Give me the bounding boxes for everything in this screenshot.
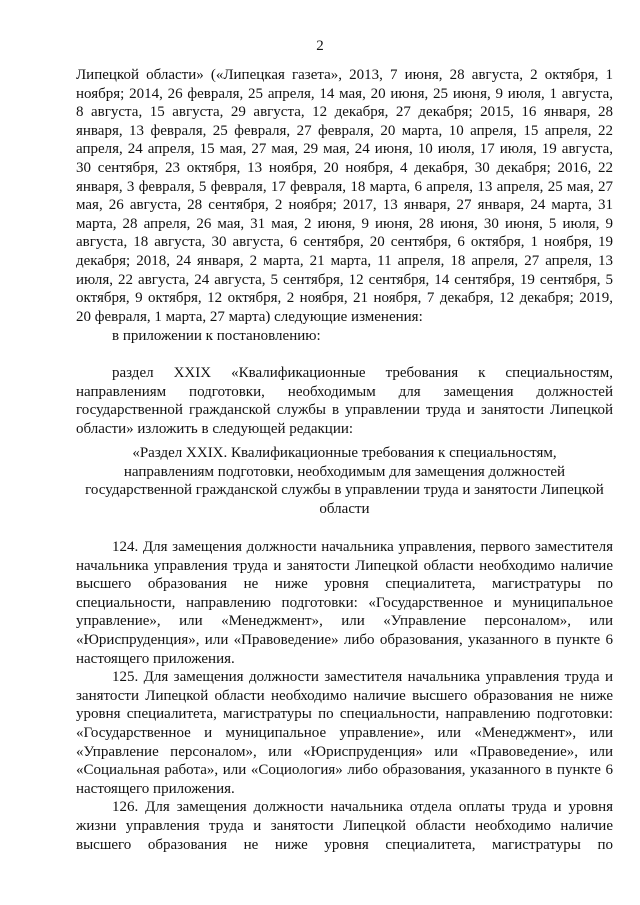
intro-line: 30 сентября, 23 октября, 13 ноября, 20 ноября, 4 декабря, 30 декабря; 2016, 22 <box>76 159 613 176</box>
appendix-line: в приложении к постановлению: <box>112 328 321 344</box>
item-line: «Социальная работа», или «Социология» либо образования, указанного в пункте 6 <box>76 762 613 779</box>
appendix-paragraph <box>76 327 613 346</box>
intro-line: декабря; 2018, 24 января, 2 марта, 21 марта, 11 апреля, 18 апреля, 27 апреля, 13 <box>76 252 613 269</box>
item-126 <box>76 798 613 854</box>
heading-line: «Раздел XXIX. Квалификационные требования к специальностям, <box>132 445 557 461</box>
item-line: настоящего приложения. <box>76 780 235 797</box>
intro-line: 20 февраля, 1 марта, 27 марта) следующие изменения: <box>76 308 423 325</box>
item-line: управление», или «Менеджмент», или «Управление персоналом», или <box>76 613 613 630</box>
intro-line: августа, 18 августа, 30 августа, 6 сентября, 20 сентября, 6 октября, 1 ноября, 19 <box>76 234 613 251</box>
item-line: начальника управления труда и занятости Липецкой области необходимо наличие <box>76 557 613 574</box>
intro-line: марта, 28 апреля, 26 мая, 31 мая, 2 июня, 9 июня, 28 июня, 30 июня, 5 июля, 9 <box>76 215 613 232</box>
intro-line: января, 3 февраля, 5 февраля, 17 февраля, 18 марта, 6 апреля, 13 апреля, 25 мая, 27 <box>76 178 613 195</box>
item-line: уровня специалитета, магистратуры по специальности, направлению подготовки: <box>76 706 613 723</box>
section-line: государственной гражданской службы в управлении труда и занятости Липецкой <box>76 402 613 419</box>
item-line: жизни управления труда и занятости Липецкой области необходимо наличие <box>76 817 613 834</box>
item-line: высшего образования не ниже уровня специалитета, магистратуры по <box>76 836 613 853</box>
item-line: настоящего приложения. <box>76 650 235 667</box>
item-line: занятости Липецкой области необходимо наличие высшего образования не ниже <box>76 687 613 704</box>
heading-line: области <box>319 500 370 517</box>
intro-line: мая, 26 августа, 28 сентября, 2 ноября; 2017, 13 января, 27 января, 24 марта, 31 <box>76 197 613 214</box>
intro-line: января, 13 февраля, 25 февраля, 27 февраля, 20 марта, 10 апреля, 15 апреля, 22 <box>76 122 613 139</box>
heading-line: направлениям подготовки, необходимым для замещения должностей <box>123 463 566 480</box>
heading-line: государственной гражданской службы в управлении труда и занятости Липецкой <box>85 482 604 499</box>
intro-line: ноября; 2014, 26 февраля, 25 апреля, 14 мая, 20 июня, 25 июня, 9 июля, 1 августа, <box>76 85 613 102</box>
section-line: направлениям подготовки, необходимым для замещения должностей <box>76 383 613 400</box>
intro-paragraph <box>76 66 613 326</box>
item-line: «Государственное и муниципальное управление», или «Менеджмент», или <box>76 724 613 741</box>
item-125 <box>76 668 613 798</box>
item-line: «Юриспруденция», или «Правоведение» либо образования, указанного в пункте 6 <box>76 631 613 648</box>
intro-line: июля, 22 августа, 24 августа, 5 сентября, 12 сентября, 14 сентября, 19 сентября, 5 <box>76 271 613 288</box>
item-line: специальности, направлению подготовки: «Государственное и муниципальное <box>76 594 613 611</box>
item-line: 124. Для замещения должности начальника управления, первого заместителя <box>112 539 613 555</box>
item-124 <box>76 538 613 668</box>
section-line: раздел XXIX «Квалификационные требования к специальностям, <box>112 365 613 381</box>
intro-line: Липецкой области» («Липецкая газета», 2013, 7 июня, 28 августа, 2 октября, 1 <box>76 67 613 83</box>
page-number: 2 <box>316 38 324 54</box>
section-line: области» изложить в следующей редакции: <box>76 420 354 437</box>
item-line: высшего образования не ниже уровня специалитета, магистратуры по <box>76 576 613 593</box>
intro-line: апреля, 24 апреля, 15 мая, 27 мая, 29 мая, 24 июня, 10 июля, 17 июля, 19 августа, <box>76 141 613 158</box>
item-line: «Управление персоналом», или «Юриспруденция» или «Правоведение», или <box>76 743 613 760</box>
items-list <box>76 538 613 854</box>
section-heading <box>76 444 613 518</box>
item-line: 126. Для замещения должности начальника отдела оплаты труда и уровня <box>112 799 613 816</box>
section-paragraph <box>76 364 613 438</box>
item-line: 125. Для замещения должности заместителя начальника управления труда и <box>112 669 613 686</box>
intro-line: октября, 9 октября, 12 октября, 2 ноября, 21 ноября, 7 декабря, 12 декабря; 2019, <box>76 290 613 307</box>
intro-line: 8 августа, 15 августа, 29 августа, 12 декабря, 27 декабря; 2015, 16 января, 28 <box>76 104 613 121</box>
